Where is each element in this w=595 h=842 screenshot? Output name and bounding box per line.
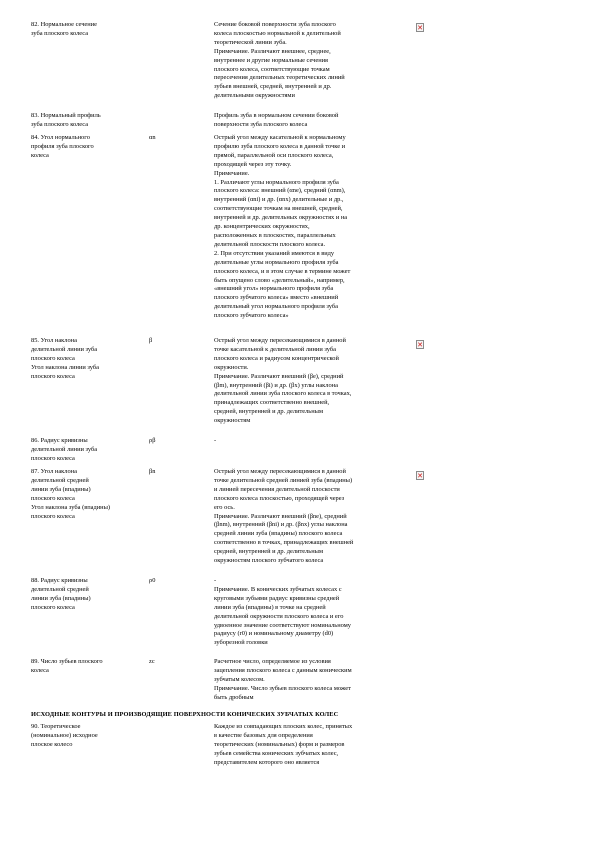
term-symbol: ρ0: [149, 577, 156, 584]
term-name: 83. Нормальный профиль зуба плоского колеса: [31, 112, 101, 128]
term-definition: Сечение боковой поверхности зуба плоского колеса плоскостью нормальной к делительной теоретической линии зуба. Примечание. Различают внешнее, среднее, внутреннее и другие нормальные сечения плоского колеса, соответствующие точкам пересечения делительных теоретических линий зубьев внешней, средней, внутренней и др. делительными окружностями: [214, 21, 345, 100]
term-name: 89. Число зубьев плоского колеса: [31, 658, 103, 674]
term-definition: Острый угол между пересекающимися в данной точке делительной средней линией зуба (впадины) и линией пересечения делительной плоскости плоского колеса плоскостью, проходящей через его ось. Примечание. Различают внешний (βne), средний (βnm), внутренний (βni) и др. (βnx) углы наклона средней линии зуба (впадины) плоского колеса соответственно в точках, принадлежащих внешней средней, внутренней и др. делительным окружностям плоского зубчатого колеса: [214, 468, 354, 565]
term-definition: Острый угол между касательной к нормальному профилю зуба плоского колеса в данной точке и прямой, параллельной оси плоского колеса, проходящей через эту точку. Примечание. 1. Различают углы нормального профиля зуба плоского колеса: внешний (αne), средний (αnm), внутренний (αni) и др. (αnx) делительные и др., соответствующие точкам на внешней, средней, внутренней и др. делительных окружностях и на др. концентрических окружностях, расположенных в плоскостях, параллельных делительной плоскости плоского колеса. 2. При отсутствии указаний имеются в виду делительные углы нормального профиля зуба плоского колеса, и в этом случае в термине может быть опущено слово «делительный», например, «внешний угол» нормального профиля зуба плоского зубчатого колеса» вместо «внешний делительный угол нормального профиля зуба плоского зубчатого колеса»: [214, 134, 351, 320]
term-definition: Острый угол между пересекающимися в данной точке касательной к делительной линии зуба плоского колеса и радиусом концентрической окружности. Примечание. Различают внешний (βe), средний (βm), внутренний (βi) и др. (βx) углы наклона делительной линии зуба плоского колеса в точках, принадлежащих соответственно внешней, средней, внутренней и др. делительным окружностям: [214, 337, 352, 425]
term-definition: -: [214, 437, 217, 444]
term-name: 85. Угол наклона делительной линии зуба плоского колеса Угол наклона линии зуба плоского колеса: [31, 337, 99, 380]
broken-image-icon: ✕: [417, 341, 423, 349]
term-name: 84. Угол нормального профиля зуба плоского колеса: [31, 134, 94, 159]
term-name: 90. Теоретическое (номинальное) исходное плоское колесо: [31, 723, 98, 748]
broken-image-icon: ✕: [417, 472, 423, 480]
term-symbol: ρβ: [149, 437, 156, 444]
term-definition: - Примечание. В конических зубчатых колесах с круговыми зубьями радиус кривизны средней линии зуба (впадины) в точке на средней делительной окружности плоского колеса и его удвоенное значение соответствуют номинальному радиусу (r0) и номинальному диаметру (d0) зуборезной головки: [214, 577, 351, 647]
term-definition: Расчетное число, определяемое из условия зацепления плоского колеса с данным коническим зубчатым колесом. Примечание. Число зубьев плоского колеса может быть дробным: [214, 658, 352, 701]
term-symbol: βn: [149, 468, 156, 475]
term-symbol: β: [149, 337, 153, 344]
term-name: 82. Нормальное сечение зуба плоского колеса: [31, 21, 97, 37]
term-name: 86. Радиус кривизны делительной линии зуба плоского колеса: [31, 437, 98, 462]
term-definition: Профиль зуба в нормальном сечении боковой поверхности зуба плоского колеса: [214, 112, 339, 128]
term-name: 88. Радиус кривизны делительной средней линии зуба (впадины) плоского колеса: [31, 577, 91, 611]
term-name: 87. Угол наклона делительной средней линии зуба (впадины) плоского колеса Угол наклона зуба (впадины) плоского колеса: [31, 468, 111, 520]
section-heading: ИСХОДНЫЕ КОНТУРЫ И ПРОИЗВОДЯЩИЕ ПОВЕРХНОСТИ КОНИЧЕСКИХ ЗУБЧАТЫХ КОЛЕС: [31, 711, 339, 718]
term-symbol: αn: [149, 134, 156, 141]
term-definition: Каждое из совпадающих плоских колес, принятых в качестве базовых для определения теоретических (номинальных) форм и размеров зубьев семейства конических зубчатых колес, представителем которого оно является: [214, 723, 353, 766]
broken-image-icon: ✕: [417, 24, 423, 32]
term-symbol: zc: [149, 658, 155, 665]
